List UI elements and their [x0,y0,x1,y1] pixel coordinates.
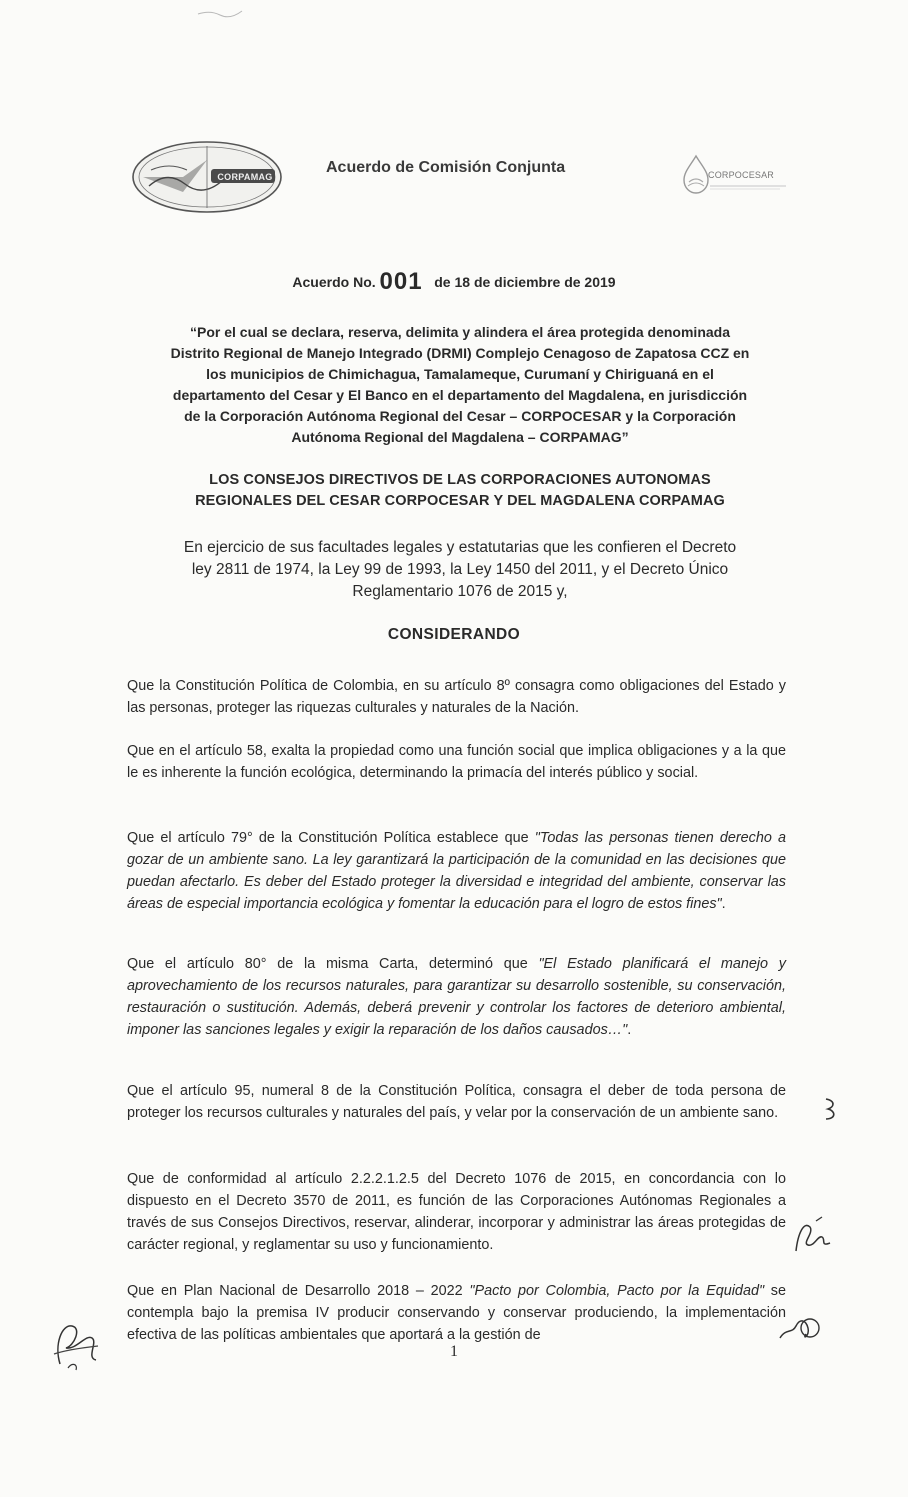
paragraph-article-8: Que la Constitución Política de Colombia, en su artículo 8º consagra como obligaciones del Estado y las personas, proteger las riquezas culturales y naturales de la Nación. [127,678,786,716]
paragraph-text: Que el artículo 80° de la misma Carta, determinó que [127,956,539,972]
council-line: LOS CONSEJOS DIRECTIVOS DE LAS CORPORACIONES AUTONOMAS [209,472,711,488]
agreement-title [110,322,810,448]
council-line: REGIONALES DEL CESAR CORPOCESAR Y DEL MAGDALENA CORPAMAG [195,493,725,509]
paragraph-text: . [721,896,726,912]
handwritten-signature-left [46,1314,104,1374]
paragraph-text: . [627,1022,632,1038]
scan-mark [196,8,244,18]
title-line: departamento del Cesar y El Banco en el departamento del Magdalena, en jurisdicción [172,387,748,403]
paragraph-quote: "Pacto por Colombia, Pacto por la Equidad" [469,1283,765,1299]
agreement-prefix: Acuerdo No. [292,274,376,290]
paragraph-quote: "Todas las personas tienen derecho a gozar de un ambiente sano. La ley garantizará la participación de la comunidad en las decisiones que puedan afectarlo. Es deber del Estado proteger la diversidad e integridad del ambiente, conservar las áreas de especial importancia ecológica y fomentar la educación para el logro de estos fines" [127,830,786,912]
agreement-number-line [0,268,908,296]
header-title: Acuerdo de Comisión Conjunta [326,159,566,176]
title-line: “Por el cual se declara, reserva, delimita y alindera el área protegida denominada [189,324,730,340]
title-line: Distrito Regional de Manejo Integrado (DRMI) Complejo Cenagoso de Zapatosa CCZ en [170,345,750,361]
title-line: de la Corporación Autónoma Regional del Cesar – CORPOCESAR y la Corporación [184,408,736,424]
powers-line: En ejercicio de sus facultades legales y estatutarias que les confieren el Decreto [183,539,737,556]
paragraph-article-58: Que en el artículo 58, exalta la propiedad como una función social que implica obligaciones y a la que le es inherente la función ecológica, determinando la primacía del interés público y social. [127,743,786,781]
agreement-number: 001 [379,268,423,295]
paragraph-article-79 [127,827,786,915]
agreement-date: de 18 de diciembre de 2019 [434,274,616,290]
corpocesar-logo-text: CORPOCESAR [708,170,775,180]
paragraph-decree-1076: Que de conformidad al artículo 2.2.2.1.2.5 del Decreto 1076 de 2015, en concordancia con lo dispuesto en el Decreto 3570 de 2011, es función de las Corporaciones Autónomas Regionales a través de sus Consejos Directivos, reservar, alinderar, incorporar y administrar las áreas protegidas de carácter regional, y reglamentar su uso y funcionamiento. [127,1171,786,1253]
paragraph-article-95: Que el artículo 95, numeral 8 de la Constitución Política, consagra el deber de toda persona de proteger los recursos culturales y naturales del país, y velar por la conservación de un ambiente sano. [127,1083,786,1121]
handwritten-initial-mark [820,1095,840,1125]
considerando-heading: CONSIDERANDO [387,626,521,643]
page-number: 1 [450,1343,458,1360]
councils-heading [110,470,810,512]
paragraph-text: se contempla bajo la premisa IV producir conservando y conservar produciendo, la implementación efectiva de las políticas ambientales que aportará a la gestión de [127,1283,787,1343]
powers-line: ley 2811 de 1974, la Ley 99 de 1993, la Ley 1450 del 2011, y el Decreto Único [191,561,729,578]
title-line: los municipios de Chimichagua, Tamalameque, Curumaní y Chiriguaná en el [206,366,714,382]
legal-powers-statement [120,537,800,603]
powers-line: Reglamentario 1076 de 2015 y, [352,583,568,600]
paragraph-quote: "El Estado planificará el manejo y aprovechamiento de los recursos naturales, para garantizar su desarrollo sostenible, su conservación, restauración o sustitución. Además, deberá prevenir y controlar los factores de deterioro ambiental, imponer las sanciones legales y exigir la reparación de los daños causados…" [127,956,786,1038]
title-line: Autónoma Regional del Magdalena – CORPAMAG” [291,429,629,445]
paragraph-text: Que en Plan Nacional de Desarrollo 2018 – 2022 [127,1283,470,1299]
handwritten-signature-right [776,1308,822,1348]
paragraph-national-plan [127,1280,786,1346]
paragraph-text: Que el artículo 79° de la Constitución Política establece que [127,830,535,846]
handwritten-initial-signature [792,1213,838,1257]
corpamag-logo-text: CORPAMAG [217,172,273,182]
paragraph-article-80 [127,953,786,1041]
